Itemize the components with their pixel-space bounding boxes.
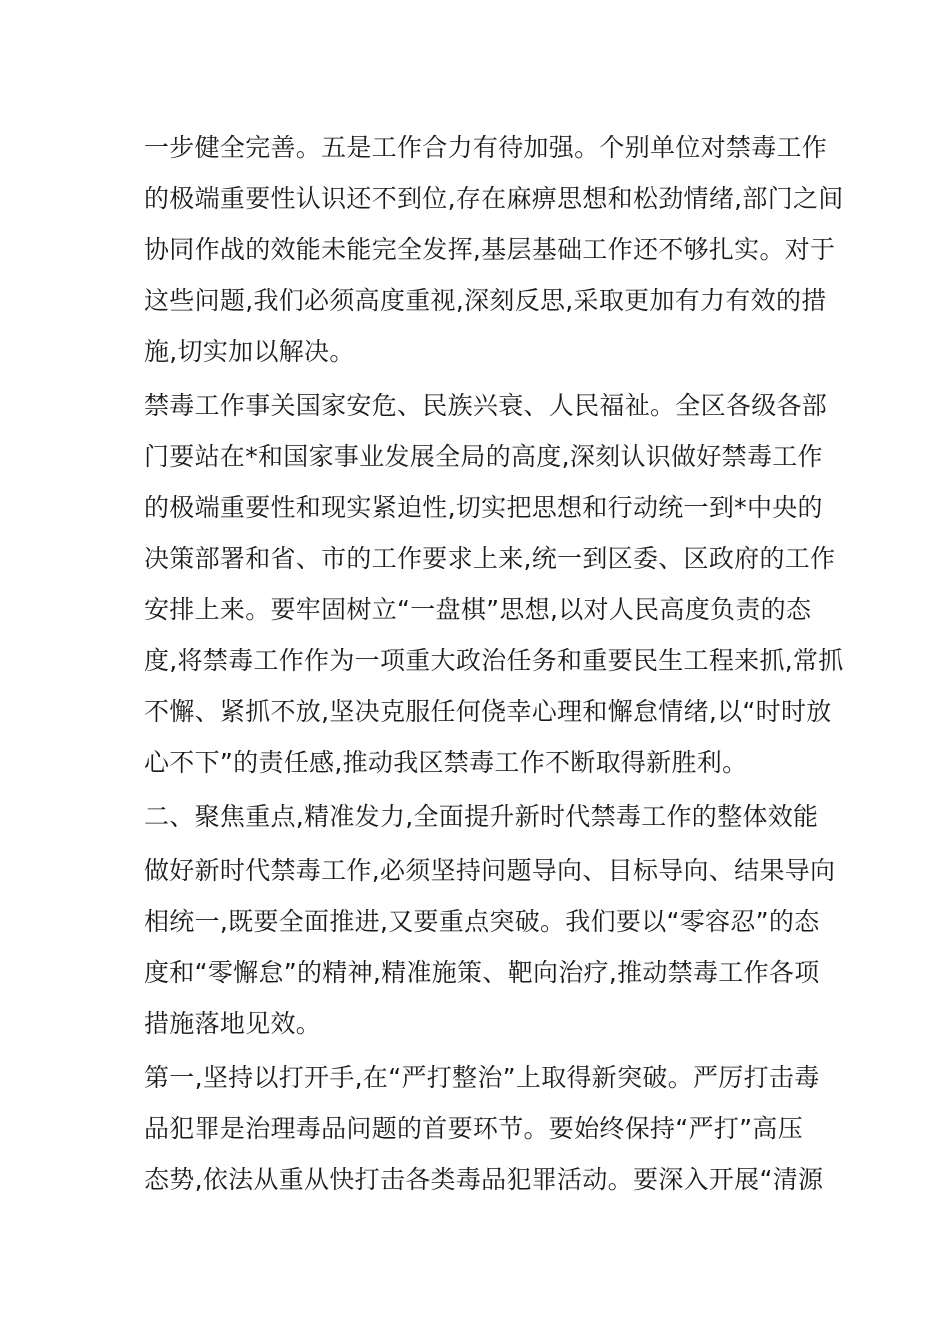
paragraph-4-line-4: 措施落地见效。 (144, 1009, 322, 1038)
paragraph-2-line-7: 不懈、紧抓不放,坚决克服任何侥幸心理和懈怠情绪,以“时时放 (144, 697, 832, 726)
paragraph-1-line-3: 协同作战的效能未能完全发挥,基层基础工作还不够扎实。对于 (144, 235, 836, 264)
paragraph-4-line-2: 相统一,既要全面推进,又要重点突破。我们要以“零容忍”的态 (144, 907, 820, 936)
paragraph-2-line-4: 决策部署和省、市的工作要求上来,统一到区委、区政府的工作 (144, 544, 836, 573)
paragraph-1-line-1: 一步健全完善。五是工作合力有待加强。个别单位对禁毒工作 (144, 133, 828, 162)
paragraph-2-line-5: 安排上来。要牢固树立“一盘棋”思想,以对人民高度负责的态 (144, 595, 812, 624)
paragraph-1-line-4: 这些问题,我们必须高度重视,深刻反思,采取更加有力有效的措 (144, 286, 827, 315)
paragraph-2-line-6: 度,将禁毒工作作为一项重大政治任务和重要民生工程来抓,常抓 (144, 646, 844, 675)
paragraph-1-line-2: 的极端重要性认识还不到位,存在麻痹思想和松劲情绪,部门之间 (144, 184, 844, 213)
paragraph-1-line-5: 施,切实加以解决。 (144, 337, 355, 366)
paragraph-2-line-3: 的极端重要性和现实紧迫性,切实把思想和行动统一到*中央的 (144, 493, 823, 522)
paragraph-4-line-1: 做好新时代禁毒工作,必须坚持问题导向、目标导向、结果导向 (144, 856, 836, 885)
paragraph-5-line-1: 第一,坚持以打开手,在“严打整治”上取得新突破。严厉打击毒 (144, 1063, 820, 1092)
paragraph-2-line-1: 禁毒工作事关国家安危、民族兴衰、人民福祉。全区各级各部 (144, 391, 828, 420)
paragraph-2-line-8: 心不下”的责任感,推动我区禁毒工作不断取得新胜利。 (144, 748, 748, 777)
section-heading: 二、聚焦重点,精准发力,全面提升新时代禁毒工作的整体效能 (144, 802, 819, 831)
paragraph-5-line-3: 态势,依法从重从快打击各类毒品犯罪活动。要深入开展“清源 (144, 1165, 824, 1194)
paragraph-2-line-2: 门要站在*和国家事业发展全局的高度,深刻认识做好禁毒工作 (144, 442, 823, 471)
paragraph-5-line-2: 品犯罪是治理毒品问题的首要环节。要始终保持“严打”高压 (144, 1114, 804, 1143)
paragraph-4-line-3: 度和“零懈怠”的精神,精准施策、靶向治疗,推动禁毒工作各项 (144, 958, 820, 987)
